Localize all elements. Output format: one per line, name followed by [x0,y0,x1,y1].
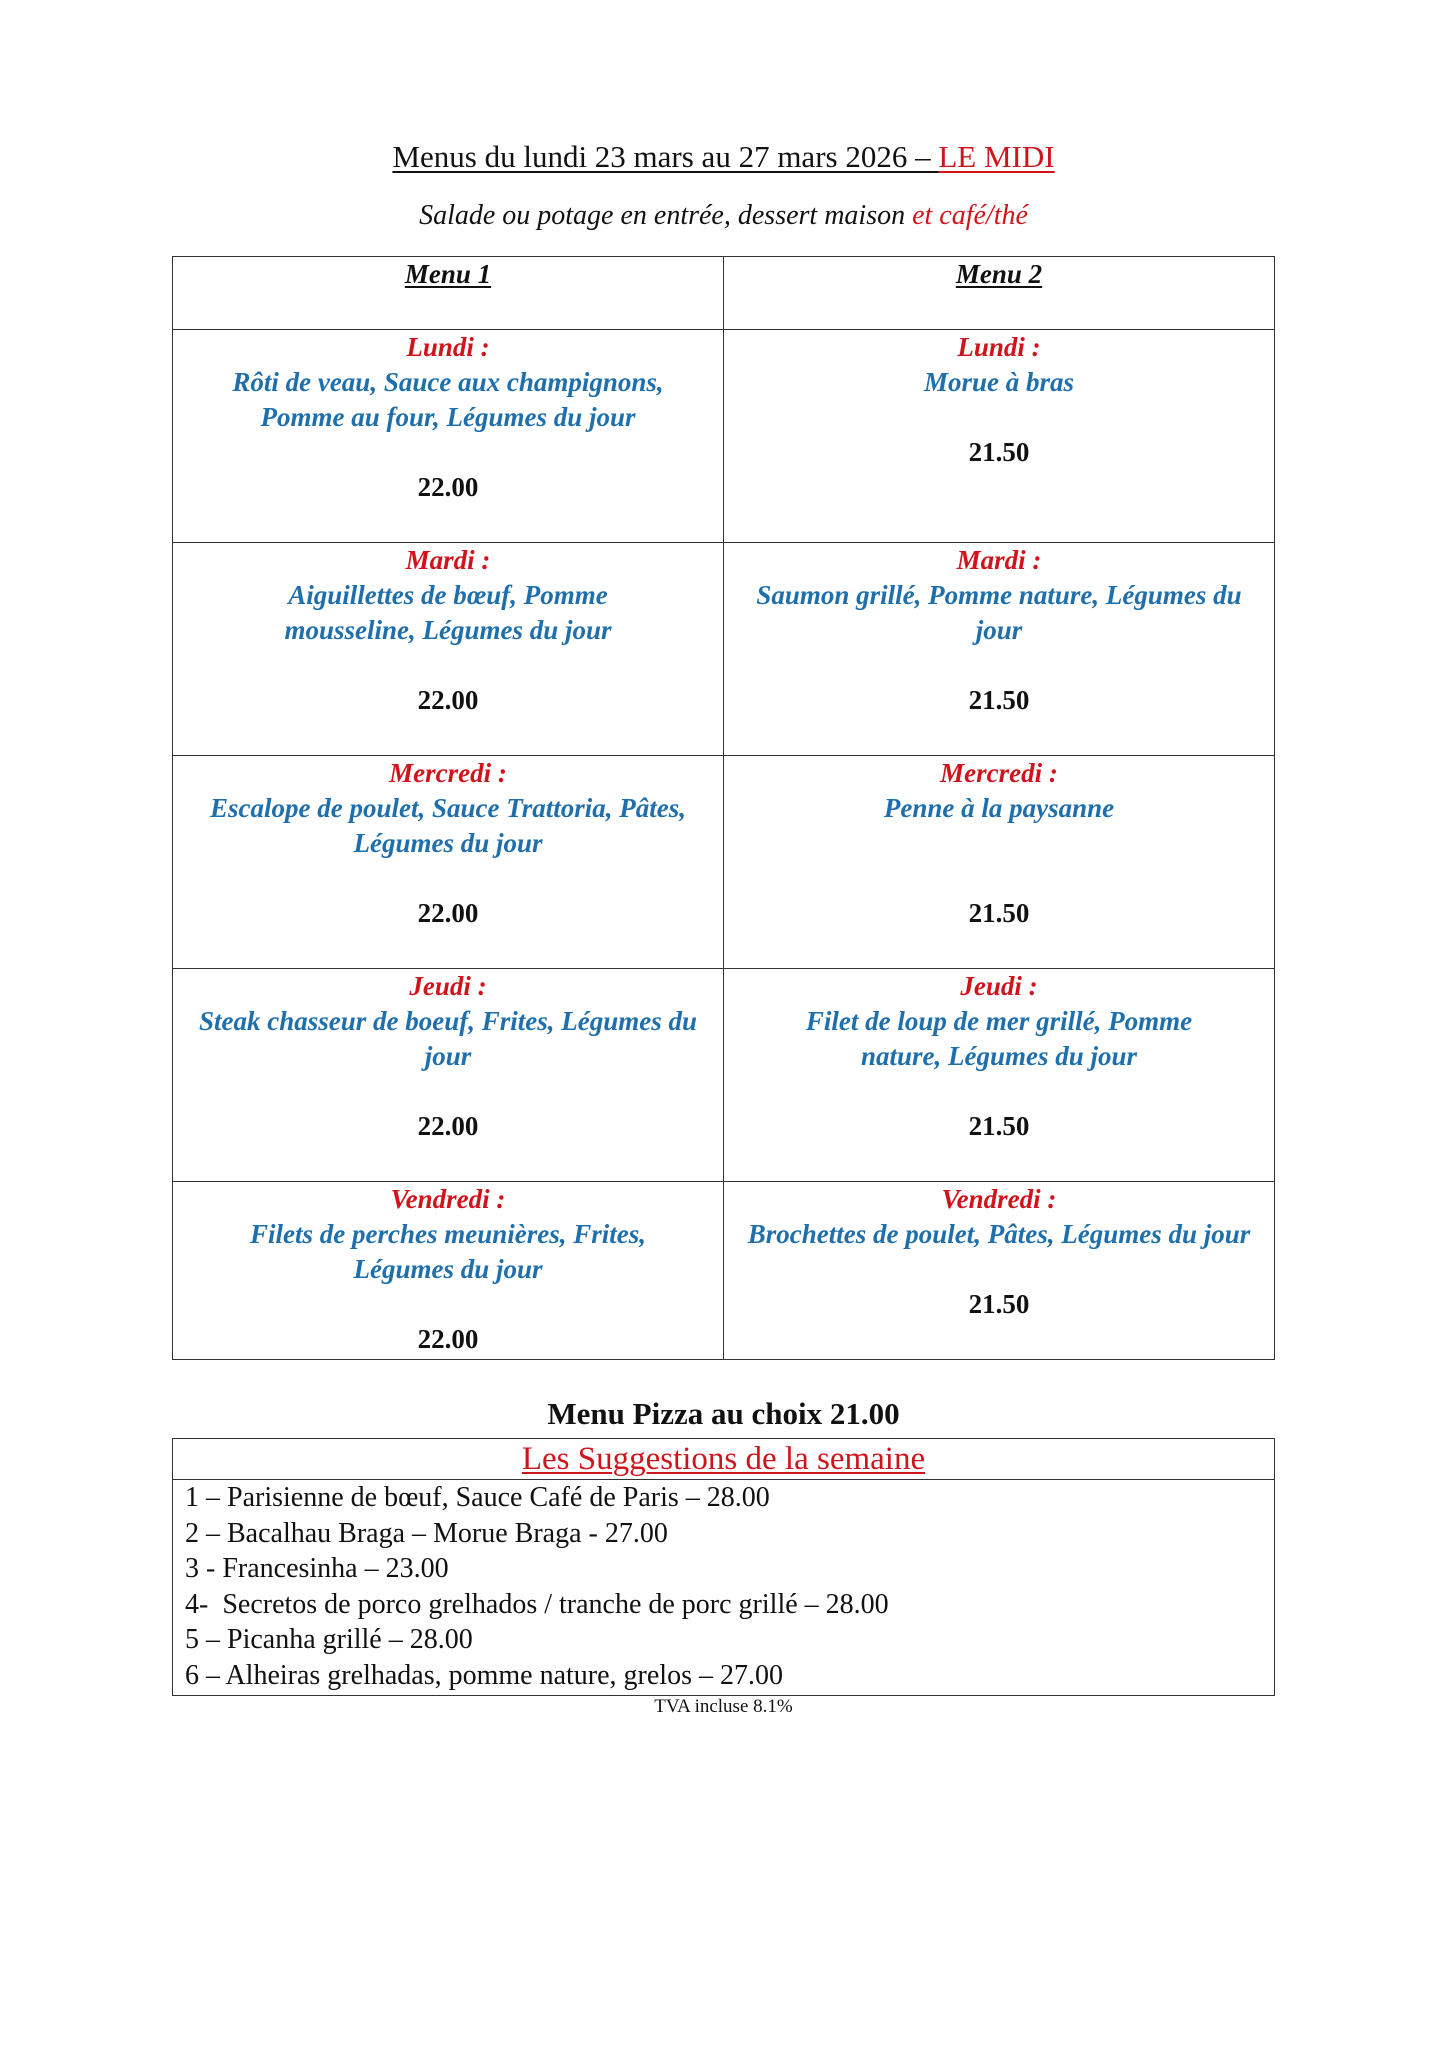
column-header-menu-2: Menu 2 [724,257,1275,330]
page-title [0,138,1447,176]
table-header-row [173,257,1275,330]
menu-cell [724,543,1275,756]
menu-cell [724,756,1275,969]
price: 22.00 [417,1111,479,1141]
subtitle-highlight: et café/thé [912,200,1028,231]
day-label: Mercredi : [389,758,507,788]
dish-description: Steak chasseur de boeuf, Frites, Légumes du jour [198,1006,697,1071]
menu-cell [173,756,724,969]
price: 22.00 [417,685,479,715]
day-label: Mardi : [956,545,1042,575]
list-item: 4- Secretos de porco grelhados / tranche de porc grillé – 28.00 [185,1588,889,1620]
price: 22.00 [417,1324,479,1354]
day-label: Vendredi : [390,1184,506,1214]
table-row-vendredi [173,1182,1275,1360]
dish-description: Penne à la paysanne [883,793,1115,823]
list-item: 2 – Bacalhau Braga – Morue Braga - 27.00 [185,1517,668,1549]
day-label: Mercredi : [940,758,1058,788]
table-row-mardi [173,543,1275,756]
subtitle-text: Salade ou potage en entrée, dessert maison [419,200,913,231]
column-header-menu-1: Menu 1 [173,257,724,330]
day-label: Lundi : [957,332,1041,362]
dish-description: Filet de loup de mer grillé, Pomme nature, Légumes du jour [805,1006,1193,1071]
day-label: Vendredi : [941,1184,1057,1214]
suggestions-title: Les Suggestions de la semaine [173,1439,1274,1480]
suggestions-box [172,1438,1275,1696]
table-row-jeudi [173,969,1275,1182]
title-text: Menus du lundi 23 mars au 27 mars 2026 – [392,139,939,174]
table-row-lundi [173,330,1275,543]
dish-description: Escalope de poulet, Sauce Trattoria, Pâtes, Légumes du jour [210,793,686,858]
dish-description: Filets de perches meunières, Frites, Légumes du jour [250,1219,646,1284]
price: 22.00 [417,472,479,502]
list-item: 1 – Parisienne de bœuf, Sauce Café de Paris – 28.00 [185,1482,770,1513]
menu-cell [173,543,724,756]
menu-cell [724,330,1275,543]
day-label: Mardi : [405,545,491,575]
list-item: 3 - Francesinha – 23.00 [185,1553,449,1584]
list-item: 6 – Alheiras grelhadas, pomme nature, grelos – 27.00 [185,1659,783,1691]
menu-cell [724,1182,1275,1360]
dish-description: Saumon grillé, Pomme nature, Légumes du jour [756,580,1242,645]
table-row-mercredi [173,756,1275,969]
dish-description: Morue à bras [923,367,1075,397]
menu-cell [724,969,1275,1182]
dish-description: Aiguillettes de bœuf, Pomme mousseline, Légumes du jour [284,580,612,645]
day-label: Jeudi : [960,971,1038,1001]
price: 22.00 [417,898,479,928]
dish-description: Brochettes de poulet, Pâtes, Légumes du jour [747,1219,1251,1249]
day-label: Jeudi : [409,971,487,1001]
pizza-menu-label: Menu Pizza au choix 21.00 [547,1396,900,1431]
page-subtitle [0,198,1447,234]
tva-note: TVA incluse 8.1% [654,1696,793,1717]
price: 21.50 [968,685,1030,715]
price: 21.50 [968,898,1030,928]
menu-cell [173,969,724,1182]
price: 21.50 [968,437,1030,467]
price: 21.50 [968,1289,1030,1319]
weekly-menu-table [172,256,1275,1360]
menu-cell [173,330,724,543]
menu-cell [173,1182,724,1360]
dish-description: Rôti de veau, Sauce aux champignons, Pomme au four, Légumes du jour [232,367,664,432]
suggestions-list [173,1480,1274,1695]
day-label: Lundi : [406,332,490,362]
title-highlight: LE MIDI [938,139,1055,174]
price: 21.50 [968,1111,1030,1141]
list-item: 5 – Picanha grillé – 28.00 [185,1624,473,1655]
